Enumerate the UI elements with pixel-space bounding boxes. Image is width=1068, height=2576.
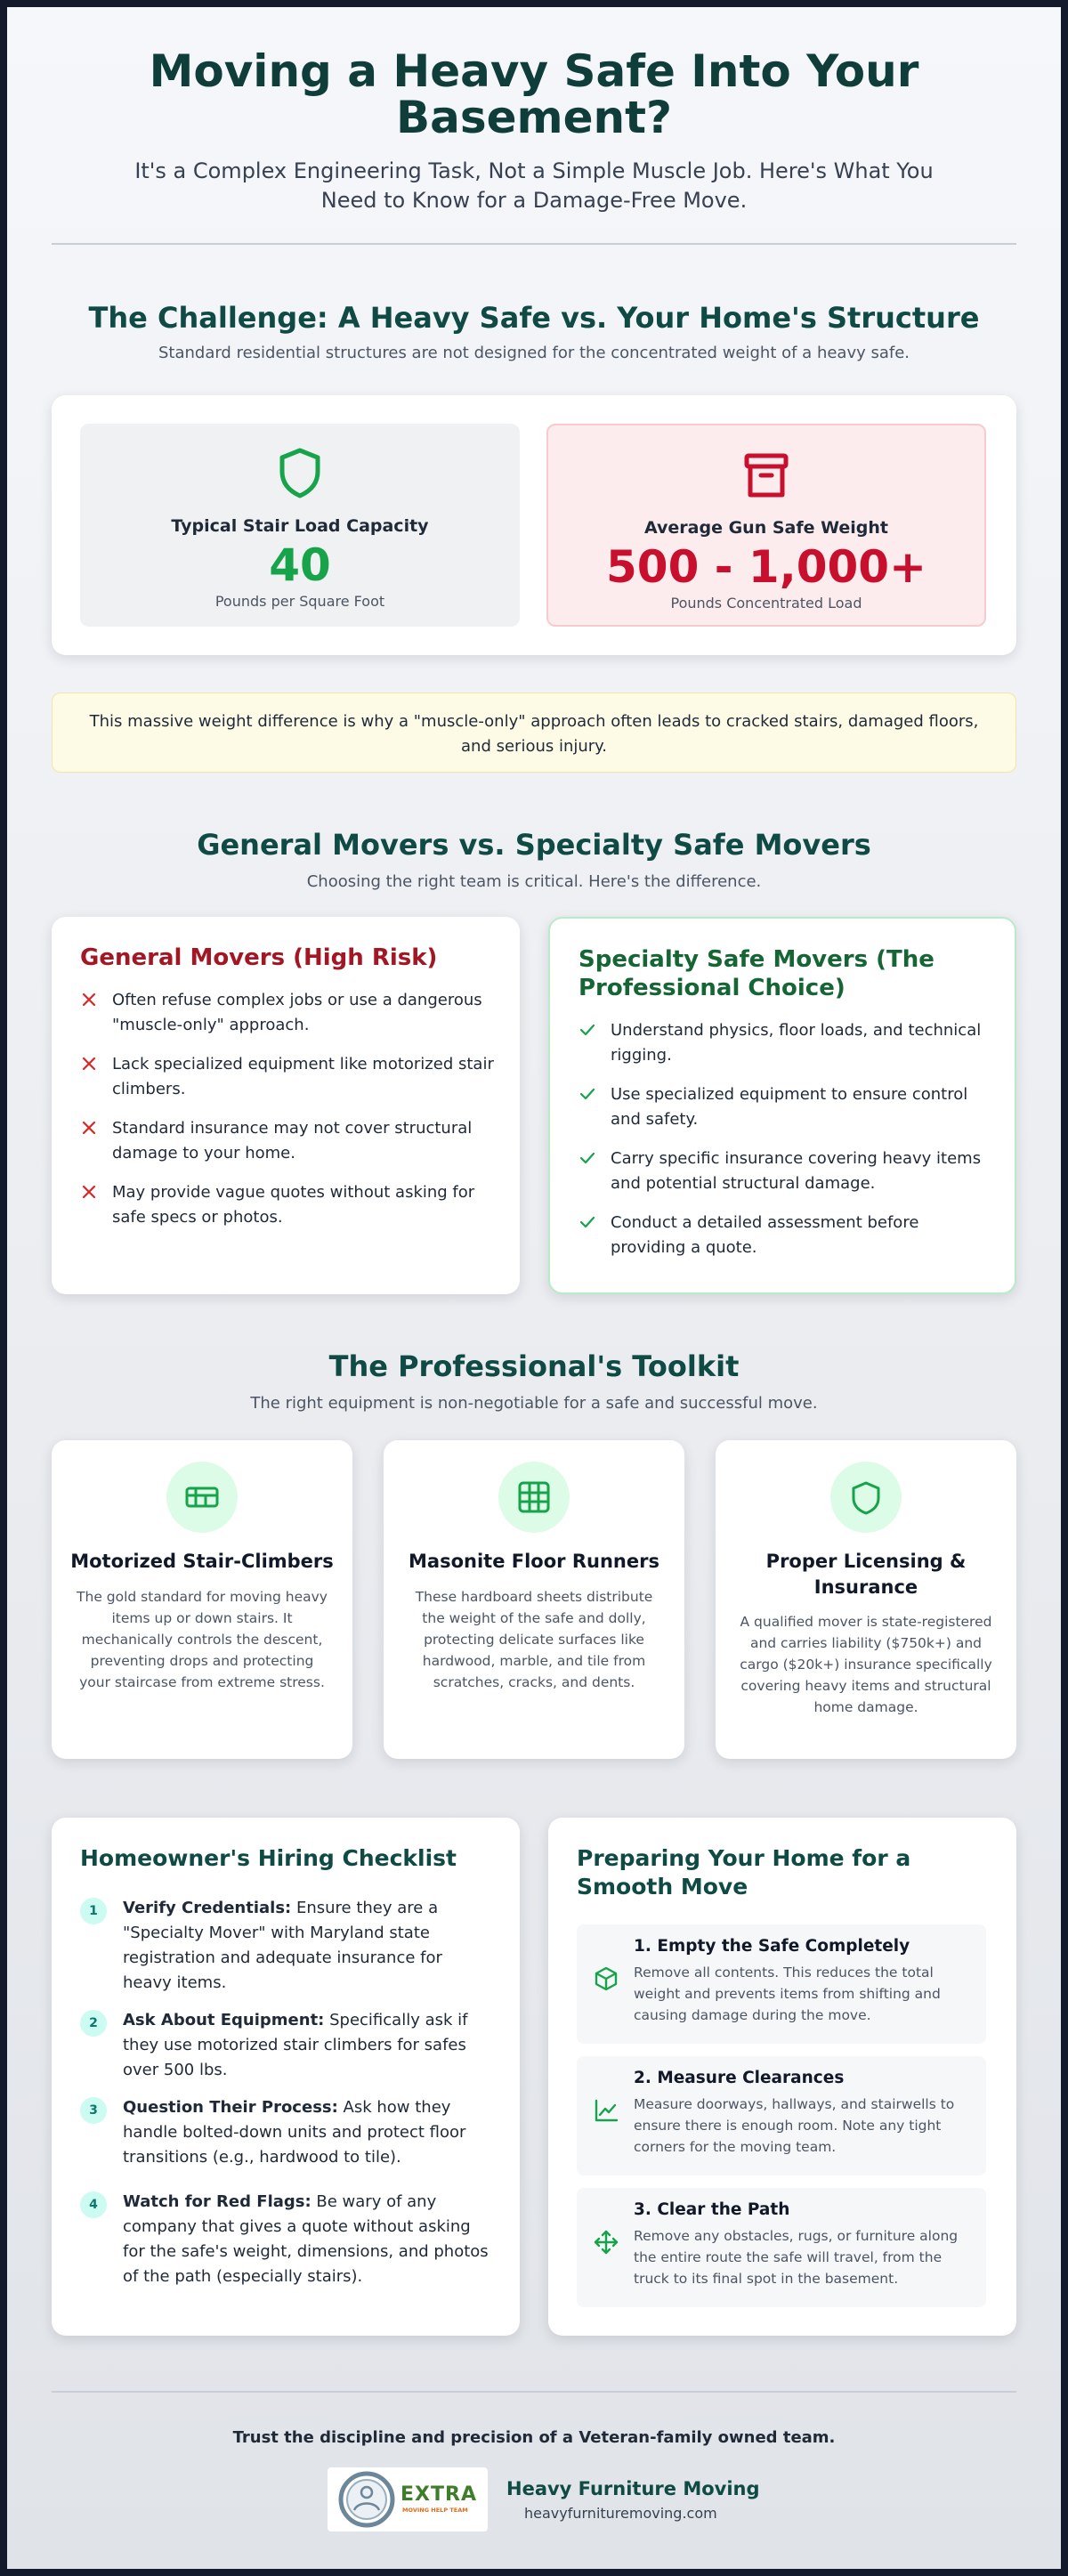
list-item: Carry specific insurance covering heavy items and potential structural damage. (578, 1146, 993, 1196)
checklist-item: 3 Question Their Process: Ask how they handle bolted-down units and protect floor transitions (e.g., hardwood to tile). (80, 2095, 495, 2170)
toolkit-subtitle: The right equipment is non-negotiable for a safe and successful move. (250, 1394, 818, 1413)
logo-text: EXTRA (400, 2483, 477, 2506)
stats-card (52, 395, 1016, 655)
stair-climber-icon (184, 1479, 220, 1515)
tool-card-stair-climbers (52, 1440, 352, 1759)
tool-title: Motorized Stair-Climbers (70, 1551, 334, 1572)
tool-description: The gold standard for moving heavy items up or down stairs. It mechanically controls the descent, preventing drops and protecting your staircase from extreme stress. (77, 1589, 328, 1690)
list-item: Lack specialized equipment like motorized stair climbers. (80, 1052, 495, 1102)
stat-unit: Pounds per Square Foot (214, 593, 385, 610)
shield-icon (278, 447, 322, 498)
checklist-number: 4 (80, 2191, 107, 2218)
checklist-number: 3 (80, 2097, 107, 2124)
list-item: Conduct a detailed assessment before providing a quote. (578, 1211, 993, 1260)
cube-icon (593, 1965, 619, 1992)
general-movers-title: General Movers (High Risk) (80, 944, 438, 971)
prep-step-description: Remove all contents. This reduces the total weight and prevents items from shifting and causing damage during the move. (634, 1964, 941, 2023)
checklist-item: 2 Ask About Equipment: Specifically ask if they use motorized stair climbers for safes over 500 lbs. (80, 2008, 495, 2083)
tool-title: Masonite Floor Runners (409, 1551, 659, 1572)
x-mark-icon (80, 1055, 98, 1073)
challenge-title: The Challenge: A Heavy Safe vs. Your Home's Structure (88, 301, 980, 335)
footer-tagline: Trust the discipline and precision of a Veteran-family owned team. (232, 2428, 836, 2447)
stat-label: Average Gun Safe Weight (643, 518, 888, 538)
specialty-movers-list (578, 1018, 993, 1275)
move-arrows-icon (593, 2229, 619, 2256)
tool-card-licensing (716, 1440, 1016, 1759)
checklist-item: 1 Verify Credentials: Ensure they are a "Specialty Mover" with Maryland state registration and adequate insurance for heavy items. (80, 1896, 495, 1996)
prep-step-title: 3. Clear the Path (634, 2200, 790, 2219)
prep-step-description: Measure doorways, hallways, and stairwells to ensure there is enough room. Note any tight corners for the moving team. (634, 2096, 955, 2155)
stat-value: 500 - 1,000+ (606, 541, 926, 593)
page-frame (7, 7, 1061, 2569)
tool-icon-badge (498, 1462, 570, 1533)
tool-icon-badge (830, 1462, 902, 1533)
general-movers-list (80, 988, 495, 1244)
list-item: Standard insurance may not cover structural damage to your home. (80, 1116, 495, 1166)
list-item: Use specialized equipment to ensure control and safety. (578, 1082, 993, 1132)
x-mark-icon (80, 991, 98, 1009)
stat-label: Typical Stair Load Capacity (171, 516, 429, 536)
specialty-movers-title: Specialty Safe Movers (The Professional Choice) (578, 946, 934, 1001)
prep-step-description: Remove any obstacles, rugs, or furniture along the entire route the safe will travel, from the truck to its final spot in the basement. (634, 2228, 959, 2287)
stat-value: 40 (269, 539, 331, 591)
general-movers-card (52, 917, 520, 1294)
prep-step-title: 1. Empty the Safe Completely (634, 1937, 910, 1956)
comparison-subtitle: Choosing the right team is critical. Here's the difference. (306, 872, 762, 891)
hero-divider (52, 243, 1016, 245)
checklist-number: 2 (80, 2010, 107, 2037)
check-mark-icon (578, 1021, 596, 1039)
prepare-home-card (548, 1818, 1016, 2336)
check-mark-icon (578, 1085, 596, 1103)
ruler-chart-icon (593, 2097, 619, 2124)
x-mark-icon (80, 1183, 98, 1201)
page-title: Moving a Heavy Safe Into Your Basement? (149, 45, 919, 143)
prep-step (577, 1924, 986, 2044)
shield-icon (848, 1479, 884, 1515)
logo-subtext: MOVING HELP TEAM (402, 2507, 468, 2514)
brand-name: Heavy Furniture Moving (506, 2478, 760, 2499)
check-mark-icon (578, 1213, 596, 1231)
stat-unit: Pounds Concentrated Load (670, 595, 862, 612)
stat-safe-weight (546, 424, 986, 627)
prep-step-title: 2. Measure Clearances (634, 2069, 845, 2087)
tool-card-floor-runners (384, 1440, 684, 1759)
tool-description: These hardboard sheets distribute the weight of the safe and dolly, protecting delicate surfaces like hardwood, marble, and tile from scratches, cracks, and dents. (415, 1589, 653, 1690)
checklist-number: 1 (80, 1898, 107, 1924)
check-mark-icon (578, 1149, 596, 1167)
prep-step (577, 2056, 986, 2175)
prepare-title: Preparing Your Home for a Smooth Move (577, 1845, 911, 1900)
challenge-subtitle: Standard residential structures are not designed for the concentrated weight of a heavy safe. (158, 344, 910, 362)
company-logo[interactable] (328, 2467, 488, 2531)
checklist-title: Homeowner's Hiring Checklist (80, 1845, 457, 1871)
toolkit-title: The Professional's Toolkit (328, 1349, 740, 1383)
comparison-title: General Movers vs. Specialty Safe Movers (197, 828, 871, 862)
tool-icon-badge (166, 1462, 238, 1533)
prep-step (577, 2188, 986, 2307)
warning-note: This massive weight difference is why a "muscle-only" approach often leads to cracked stairs, damaged floors, and serious injury. (52, 693, 1016, 773)
hiring-checklist-card (52, 1818, 520, 2336)
page-subtitle: It's a Complex Engineering Task, Not a Simple Muscle Job. Here's What You Need to Know for a Damage-Free Move. (134, 158, 934, 213)
content-column (52, 7, 1016, 2569)
list-item: Often refuse complex jobs or use a dangerous "muscle-only" approach. (80, 988, 495, 1038)
archive-box-icon (744, 449, 789, 500)
tool-description: A qualified mover is state-registered and carries liability ($750k+) and cargo ($20k+) insurance specifically covering heavy items and structural home damage. (740, 1614, 992, 1715)
stat-stair-capacity (80, 424, 520, 627)
footer-divider (52, 2391, 1016, 2393)
brand-url-link[interactable]: heavyfurnituremoving.com (524, 2505, 717, 2522)
list-item: Understand physics, floor loads, and technical rigging. (578, 1018, 993, 1068)
list-item: May provide vague quotes without asking for safe specs or photos. (80, 1180, 495, 1230)
x-mark-icon (80, 1119, 98, 1137)
specialty-movers-card (548, 917, 1016, 1294)
grid-icon (516, 1479, 552, 1515)
checklist-item: 4 Watch for Red Flags: Be wary of any company that gives a quote without asking for the safe's weight, dimensions, and photos of the path (especially stairs). (80, 2190, 495, 2289)
tool-title: Proper Licensing & Insurance (765, 1551, 967, 1598)
